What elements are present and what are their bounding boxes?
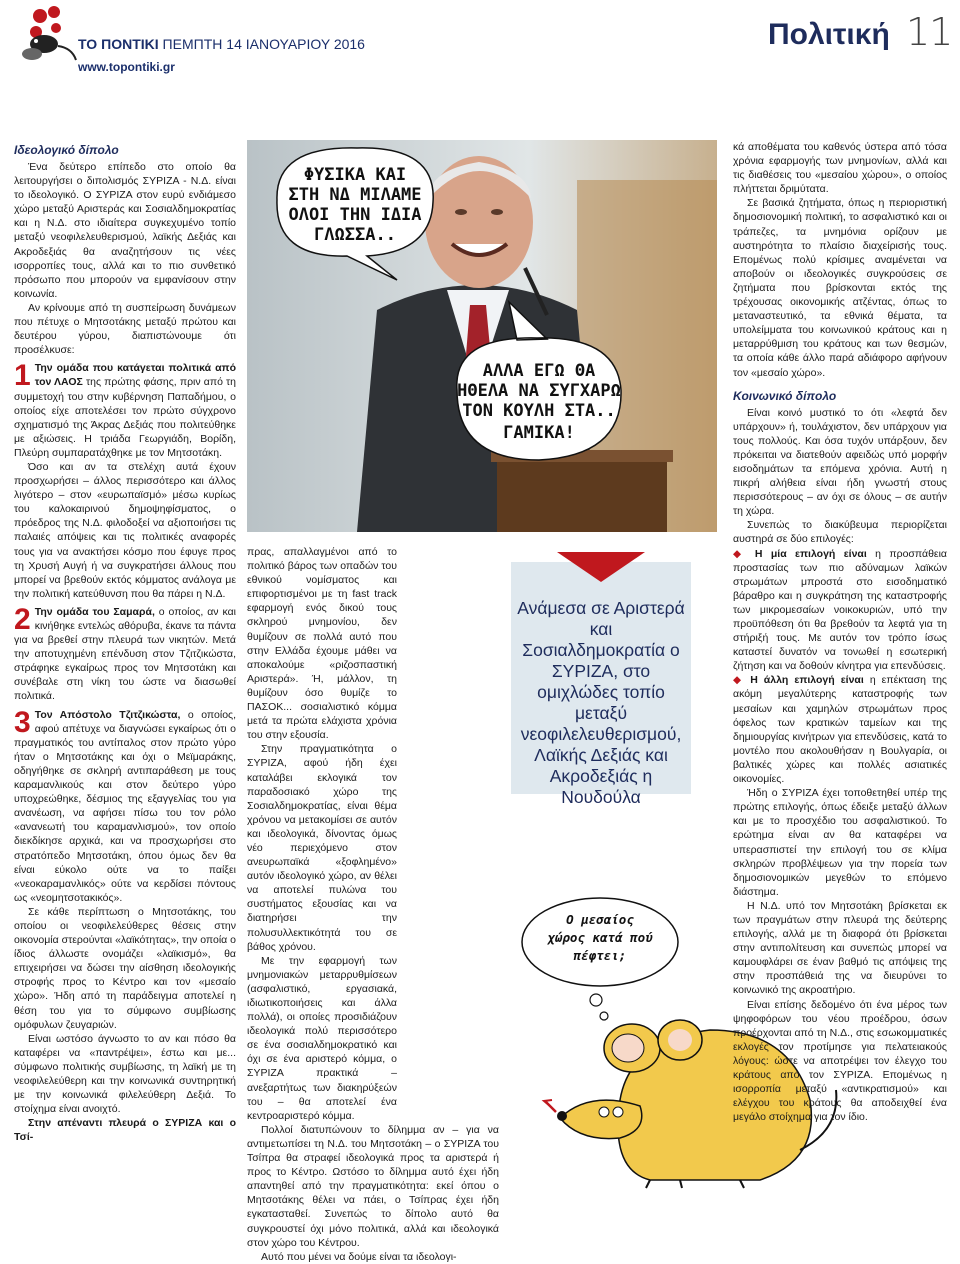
caption-line-2: χώρος κατά πού bbox=[547, 930, 653, 945]
paragraph: Στην απέναντι πλευρά ο ΣΥΡΙΖΑ και ο Τσί- bbox=[14, 1117, 236, 1144]
paragraph: Συνεπώς το διακύβευμα περιορίζεται αυστηρά σε δύο επιλογές: bbox=[733, 519, 947, 546]
bubble2-line-3: ΤΟΝ ΚΟΥΛΗ ΣΤΑ.. bbox=[462, 401, 616, 421]
page-number: 11 bbox=[906, 10, 953, 54]
bullet-lead: Η άλλη επιλογή είναι bbox=[750, 674, 864, 687]
bullet-item-1 bbox=[733, 547, 947, 674]
bubble1-line-3: ΟΛΟΙ ΤΗΝ ΙΔΙΑ bbox=[288, 205, 422, 225]
item-number: 3 bbox=[14, 705, 31, 739]
brand-name[interactable]: ΤΟ ΠΟΝΤΙΚΙ bbox=[78, 36, 159, 52]
item-number: 1 bbox=[14, 359, 31, 393]
item-lead: Την ομάδα που κατάγεται πολιτικά από τον ΛΑΟΣ bbox=[34, 362, 236, 389]
pontiki-mouse-logo-icon[interactable] bbox=[14, 4, 82, 70]
paragraph: Είναι επίσης δεδομένο ότι ένα μέρος των ψηφοφόρων του νέου προέδρου, όσων προέρχονται από τη Ν.Δ., στις εσωκομματικές εκλογές τον προτίμησε για πελατειακούς λόγους: ώστε να αποτρέψει τον έλεγχο του κράτους από τον ΣΥΡΙΖΑ. Επομένως η ισορροπία μεταξύ «αντικρατισμού» και ελέγχου του κράτους θα αποδειχθεί ένα μεγάλο στοίχημα για τον ίδιο. bbox=[733, 998, 947, 1124]
paragraph: Αυτό που μένει να δούμε είναι τα ιδεολογι- bbox=[261, 1250, 457, 1263]
photo-illustration bbox=[247, 140, 717, 532]
numbered-item-2 bbox=[14, 602, 236, 704]
numbered-item-1 bbox=[14, 361, 236, 460]
diamond-bullet-icon: ◆ bbox=[733, 674, 745, 687]
paragraph: Στην πραγματικότητα ο ΣΥΡΙΖΑ, αφού ήδη έχει καταλάβει εκλογικά τον παραδοσιακό χώρο της Σοσιαλδημοκρατίας, είναι θέμα χρόνου να μετακομίσει σε αυτόν και ιδεολογικά, δίνοντας όμως νέο περιεχόμενο στον ανευρωπαϊκά «ξοφλημένο» αυτόν ιδεολογικό χώρο, αν θέλει να αποτελεί πυλώνα του συστήματος εξουσίας και να διατηρήσει την πολυσυλλεκτικότητά του σε βάθος χρόνου. bbox=[247, 743, 397, 953]
article-column-3 bbox=[733, 140, 947, 1124]
bubble2-line-4: ΓΑΜΙΚΑ! bbox=[503, 423, 575, 443]
pull-quote-box bbox=[511, 562, 691, 807]
bullet-item-2 bbox=[733, 673, 947, 786]
photo-speaker-with-bubbles bbox=[247, 140, 717, 532]
item-text: ο οποίος, αφού απέτυχε να διαγνώσει εγκαίρως ότι ο πραγματικός του αντίπαλος στον πρώτο γύρο ήταν ο Μητσοτάκης και όχι ο Μεϊμαράκης, οδηγήθηκε σε σκληρή αντιπαράθεση με τους καραμανλικούς και στον δεύτερο γύρο υποχρεώθηκε, δέσμιος της εξαγγελίας του για ανανέωση, να αφήσει πίσω του τον ρόλο «ανανεωτή του καραμανλισμού», τον οποίο διεκδίκησε αρχικά, και να προσχωρήσει στο στρατόπεδο Μητσοτάκη, όπου όμως δεν θα είναι εύκολο ούτε να το παίξει «νεοκαραμανλικός» ούτε να κερδίσει πόντους ως «νεομητσοτακικός». bbox=[14, 708, 237, 904]
subheading-social: Κοινωνικό δίπολο bbox=[733, 388, 837, 403]
issue-date: ΠΕΜΠΤΗ 14 ΙΑΝΟΥΑΡΙΟΥ 2016 bbox=[162, 36, 365, 52]
item-lead: Την ομάδα του Σαμαρά, bbox=[34, 605, 155, 618]
article-column-2 bbox=[247, 545, 499, 1264]
bubble2-line-2: ΗΘΕΛΑ ΝΑ ΣΥΓΧΑΡΩ bbox=[457, 381, 621, 401]
item-lead: Τον Απόστολο Τζιτζικώστα, bbox=[34, 708, 181, 721]
bullet-lead: Η μία επιλογή είναι bbox=[754, 547, 867, 560]
bubble1-line-4: ΓΛΩΣΣΑ.. bbox=[314, 225, 396, 245]
subheading-ideological: Ιδεολογικό δίπολο bbox=[14, 143, 119, 157]
paragraph: πρας, απαλλαγμένοι από το πολιτικό βάρος των οπαδών του εθνικού νομίσματος και επιφορτισμένοι με τη fast track εφαρμογή ενός δικού τους σκληρού μνημονίου, δεν θυμίζουν σε πολλά αυτό που στην Ελλάδα έχουμε μάθει να αποκαλούμε «ριζοσπαστική Αριστερά». Ή, μάλλον, τη θυμίζουν όσο θυμίζε το ΠΑΣΟΚ... σοσιαλιστικό κόμμα μετά τα πρώτα ελάχιστα χρόνια του στην εξουσία. bbox=[247, 546, 397, 742]
caption-line-1: Ο μεσαίος bbox=[566, 912, 634, 927]
paragraph: Σε βασικά ζητήματα, όπως η περιοριστική δημοσιονομική πολιτική, το ασφαλιστικό και οι τράπεζες, τα μνημόνια ορίζουν με αυστηρότητα το πλαίσιο διαχείρισής τους. Επομένως πολύ κρίσιμες αναμένεται να αποβούν οι ιδεολογικές συγκρούσεις σε ζητήματα που βρίσκονται εκτός της τρέχουσας οικονομικής ατζέντας, όπως το μεταναστευτικό, τα εθνικά θέματα, τα υπολείμματα του κοινωνικού κράτους και η μεταρρύθμιση του κράτους και των θεσμών, τα οποία κάθε άλλο παρά αδιάφορο αφήνουν τον «μεσαίο χώρο». bbox=[733, 197, 947, 379]
paragraph: Με την εφαρμογή των μνημονιακών μεταρρυθμίσεων (ασφαλιστικό, εργασιακά, ιδιωτικοποιήσεις και άλλα πολλά), οι οποίες προσιδιάζουν ιδεολογικά πολύ περισσότερο σε ένα σοσιαλδημοκρατικό και όχι σε ένα αριστερό κόμμα, ο ΣΥΡΙΖΑ πρακτικά – ανεξαρτήτως των διακηρύξεών του – θα αποτελεί ένα κεντροαριστερό κόμμα. bbox=[247, 954, 397, 1122]
paragraph: κά αποθέματα του καθενός ύστερα από τόσα χρόνια εφαρμογής των μνημονίων, αλλά και τις διαθέσεις του «μεσαίου χώρου», ο οποίος πλήττεται δριμύτατα. bbox=[733, 141, 947, 196]
paragraph: Ένα δεύτερο επίπεδο στο οποίο θα λειτουργήσει ο διπολισμός ΣΥΡΙΖΑ - Ν.Δ. είναι το ιδεολογικό. Ο ΣΥΡΙΖΑ στον ευρύ ενδιάμεσο χώρο μεταξύ Αριστεράς και Σοσιαλδημοκρατίας και η Ν.Δ. στο ιδιαίτερα συγκεχυμένο τοπίο μεταξύ νεοφιλελευθερισμού, λαϊκής Δεξιάς και Ακροδεξιάς θα αναζητήσουν τις νέες ισορροπίες τους, αλλά και το πιο συνθετικό πρόσωπο που μπορούν να εμφανίσουν στην κοινωνία. bbox=[14, 161, 236, 300]
bubble1-line-2: ΣΤΗ ΝΔ ΜΙΛΑΜΕ bbox=[288, 185, 422, 205]
section-title: Πολιτική bbox=[768, 18, 890, 51]
masthead bbox=[0, 0, 960, 80]
numbered-item-3 bbox=[14, 705, 237, 905]
paragraph: Σε κάθε περίπτωση ο Μητσοτάκης, του οποίου οι νεοφιλελεύθερες θέσεις στην οικονομία στερούνται «λαϊκότητας», την οποία ο ίδιος άλλωστε ονομάζει «λαϊκισμό», θα επιχειρήσει να δώσει την αίσθηση ιδεολογικής στροφής προς το Κέντρο και τον «μεσαίο χώρο». Ήδη από τη παράδειγμα αποτελεί η θέση του για το σύμφωνο συμβίωσης ομόφυλων ζευγαριών. bbox=[14, 905, 236, 1031]
paragraph: Είναι κοινό μυστικό το ότι «λεφτά δεν υπάρχουν» ή, τουλάχιστον, δεν υπάρχουν για τους πολλούς. Και όσα τυχόν υπάρξουν, δεν πρόκειται να διατεθούν αφειδώς υπό μορφήν εισοδημάτων τα επόμενα χρόνια. Αυτή η πικρή αλήθεια είναι ήδη γνωστή στους περισσότερους – αν όχι σε όλους – σε αυτήν τη χώρα. bbox=[733, 406, 947, 518]
diamond-bullet-icon: ◆ bbox=[733, 547, 747, 560]
item-number: 2 bbox=[14, 602, 31, 636]
caption-line-3: πέφτει; bbox=[573, 948, 627, 963]
item-text: της πρώτης φάσης, πριν από τη συμμετοχή του στην κυβέρνηση Παπαδήμου, ο οποίος είχε αποτελέσει τον πρώτο σύγχρονο σχηματισμό της Άκρας Δεξιάς που πολιτεύθηκε με αξιώσεις. Η τριάδα Γεωργιάδη, Βορίδη, Πλεύρη συμπαρατάχθηκε με τον Μητσοτάκη. bbox=[14, 376, 237, 459]
article-column-1 bbox=[14, 140, 236, 1144]
paragraph: Ήδη ο ΣΥΡΙΖΑ έχει τοποθετηθεί υπέρ της πρώτης επιλογής, όπως έδειξε μεταξύ άλλων και με το προσχέδιο του ασφαλιστικού. Το ερώτημα είναι αν θα καταφέρει να υπερασπιστεί την επιλογή του σε κλίμα σκληρών προβλέψεων για την πορεία των δημοσιονομικών μεγεθών το επόμενο διάστημα. bbox=[733, 787, 947, 898]
red-triangle-icon bbox=[557, 552, 645, 582]
narrow-block bbox=[247, 545, 397, 1123]
paragraph: Η Ν.Δ. υπό τον Μητσοτάκη βρίσκεται εκ των πραγμάτων στην πλευρά της δεύτερης επιλογής, αλλά με τη διαφορά ότι βρίσκεται στην αντιπολίτευση και συνεπώς μπορεί να καμουφλάρει σε έναν βαθμό τις απόψεις της στην προσπάθειά της να διευρύνει το κοινωνικό της ακροατήριο. bbox=[733, 899, 947, 997]
bullet-text: η προσπάθεια προστασίας των πιο αδύναμων λαϊκών στρωμάτων μπροστά στο εισοδηματικό βάραθρο και η συγκράτηση της καταστροφής των μικρομεσαίων νοικοκυριών, υπό την προϋπόθεση ότι θα βρεθούν τα λεφτά για τη στήριξή τους. Με αυτόν τον τρόπο ίσως καταστεί δυνατόν να τονωθεί η εσωτερική ζήτηση και να δοθούν κίνητρα για επενδύσεις. bbox=[733, 547, 948, 673]
website-link[interactable]: www.topontiki.gr bbox=[78, 60, 175, 74]
item-text: ο οποίος, αν και κινήθηκε εντελώς αθόρυβα, έκανε τα πάντα για να βρεθεί στην πλευρά των νικητών. Μετά την αποτυχημένη επένδυση στον Τζιτζικώστα, στράφηκε εγκαίρως προς τον Μητσοτάκη και συνέβαλε στη νίκη του ώστε να διασωθεί πολιτικά. bbox=[14, 605, 236, 703]
paragraph: Είναι ωστόσο άγνωστο το αν και πόσο θα καταφέρει να «παντρέψει», έστω και με... σύμφωνο πολιτικής συμβίωσης, τη λαϊκή με τη νεοφιλελεύθερη και την κοινωνικά συντηρητική με την κοινωνικά φιλελεύθερη Δεξιά. Το στοίχημα είναι ανοιχτό. bbox=[14, 1032, 236, 1116]
pull-quote-text: Ανάμεσα σε Αριστερά και Σοσιαλδημοκρατία ο ΣΥΡΙΖΑ, στο ομιχλώδες τοπίο μεταξύ νεοφιλελευθερισμού, Λαϊκής Δεξιάς και Ακροδεξιάς η Νουδούλα bbox=[517, 598, 685, 807]
paragraph: Πολλοί διατυπώνουν το δίλημμα αν – για να αντιμετωπίσει τη Ν.Δ. του Μητσοτάκη – ο ΣΥΡΙΖΑ του Τσίπρα θα στραφεί ιδεολογικά προς τα αριστερά ή προς το Κέντρο. Ωστόσο το δίλημμα αυτό έχει ήδη απαντηθεί από την πραγματικότητα: εκεί όπου ο Μητσοτάκης θέλει να πάει, ο Τσίπρας έχει ήδη εγκατασταθεί. Συνεπώς το δίπολο αυτό θα συγκρουστεί όχι μόνο πολιτικά, αλλά και ιδεολογικά στον χώρο του Κέντρου. bbox=[247, 1123, 499, 1249]
bubble1-line-1: ΦΥΣΙΚΑ ΚΑΙ bbox=[303, 165, 407, 185]
paragraph: Όσο και αν τα στελέχη αυτά έχουν προσχωρήσει – άλλος περισσότερο και άλλος λιγότερο – στον «ευρωπαϊσμό» μέσω κυρίως του καλοκαιρινού δημοψηφίσματος, ο πρόεδρος της Ν.Δ. φιλοδοξεί να αξιοποιήσει τις παλαιές απόψεις και τις πολιτικές αναφορές τους για να ανακτήσει κόσμο που έφυγε προς τη Χρυσή Αυγή ή να συγκρατήσει άλλους που μπορεί να βρεθούν εκτός κόμματος ανάλογα με την πολιτική κατεύθυνση που θα πάρει η Ν.Δ. bbox=[14, 460, 236, 600]
paragraph: Αν κρίνουμε από τη συσπείρωση δυνάμεων που πέτυχε ο Μητσοτάκης μεταξύ πρώτου και δευτέρου γύρου, διαπιστώνουμε ότι προσέλκυσε: bbox=[14, 301, 236, 357]
bubble2-line-1: ΑΛΛΑ ΕΓΩ ΘΑ bbox=[482, 361, 596, 381]
bullet-text: η επέκταση της ακόμη μεγαλύτερης καταστροφής των μεσαίων και χαμηλών στρωμάτων προς όφελος των κρατικών ταμείων και της δημιουργίας κινήτρων για επενδύσεις, κατά το μοντέλο που ακολουθήσαν η Βουλγαρία, οι βαλτικές χώρες και πολλές ασιατικές οικονομίες. bbox=[733, 674, 947, 786]
brand-line bbox=[78, 36, 365, 52]
